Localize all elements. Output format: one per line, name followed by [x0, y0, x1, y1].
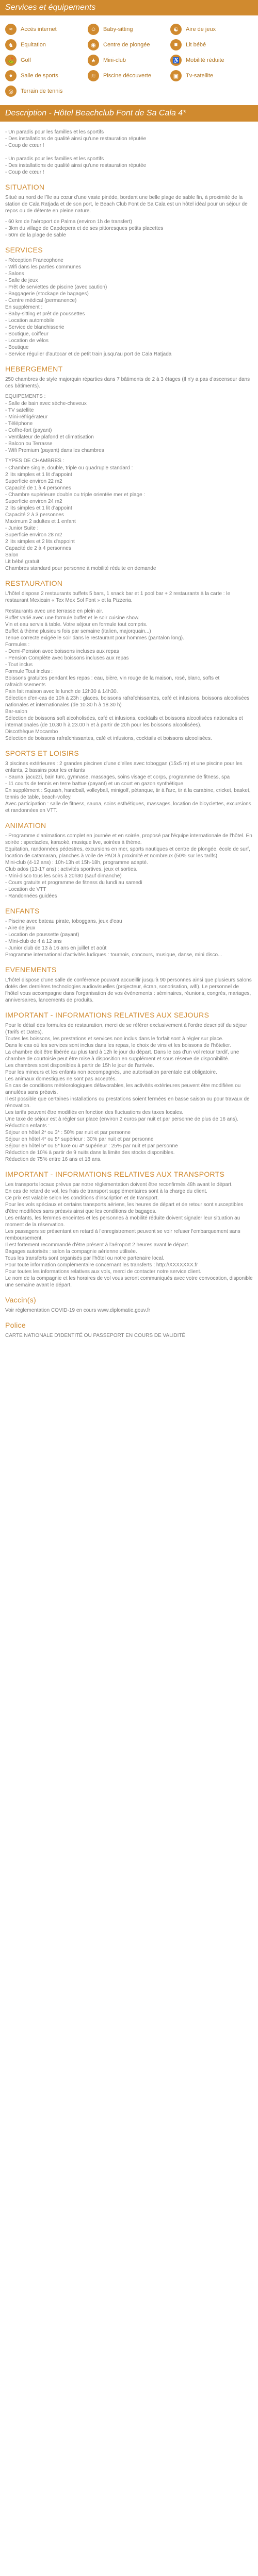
- equipment-line: - Ventilateur de plafond et climatisation: [5, 434, 94, 440]
- gym-icon: ●: [5, 70, 17, 81]
- vaccins-title: Vaccin(s): [5, 1296, 37, 1304]
- room-type-line: - Junior Suite :: [5, 526, 39, 531]
- important-transports-line: Les transports locaux prévus par notre réglementation doivent être reconfirmés 48h avant le départ.: [5, 1182, 233, 1188]
- services-line: - Centre médical (permanence): [5, 298, 77, 303]
- services-banner: Services et équipements: [0, 0, 258, 15]
- important-sejours-line: Pour les mineurs et les enfants non accompagnés, une autorisation parentale est obligatoire.: [5, 1070, 217, 1075]
- room-type-line: Chambres standard pour personne à mobilité réduite en demande: [5, 566, 156, 571]
- services-line: - Location de vélos: [5, 338, 49, 344]
- services-line: - Prêt de serviettes de piscine (avec caution): [5, 284, 107, 290]
- wheelchair-icon: ♿: [170, 55, 182, 66]
- situation-line: - 3km du village de Capdepera et de ses pittoresques petits placettes: [5, 226, 164, 231]
- important-transports-line: Les passagers se présentant en retard à l'enregistrement peuvent se voir refuser l'embarquement sans remboursement.: [5, 1229, 240, 1241]
- restauration-line: Tenue correcte exigée le soir dans le restaurant pour hommes (pantalon long).: [5, 635, 184, 641]
- crib-icon: ■: [170, 39, 182, 50]
- animation-list: [0, 833, 258, 900]
- intro-line: - Des installations de qualité ainsi qu'une restauration réputée: [5, 136, 147, 142]
- animation-line: - Mini-disco tous les soirs à 20h30 (sauf dimanche): [5, 873, 122, 879]
- animation-line: - Location de VTT: [5, 887, 46, 892]
- restauration-line: Discothèque Mocambo: [5, 729, 58, 735]
- service-item: ≋ Piscine découverte: [88, 69, 170, 82]
- equipment-line: - TV satellite: [5, 408, 34, 413]
- services-line: - Baggagerie (stockage de bagages): [5, 291, 89, 297]
- restauration-line: Vin et eau servis à table. Votre séjour en formule tout compris.: [5, 622, 148, 628]
- important-sejours-line: Séjour en hôtel 2* ou 3* : 50% par nuit et par personne: [5, 1130, 131, 1136]
- diving-icon: ◉: [88, 39, 99, 50]
- intro-line: [5, 149, 253, 156]
- restauration-line: Buffet à thème plusieurs fois par semaine (italien, majorquain...): [5, 629, 151, 634]
- service-item: ≈ Accès internet: [5, 23, 88, 36]
- room-types-title: TYPES DE CHAMBRES :: [5, 458, 64, 464]
- restauration-line: Sélection de boissons rafraîchissantes, café et infusions, cocktails et boissons alcoolisées.: [5, 736, 212, 741]
- important-transports-line: Tous les transferts sont organisés par l'hôtel ou notre partenaire local.: [5, 1256, 165, 1261]
- equipment-line: - Coffre-fort (payant): [5, 428, 52, 433]
- important-transports-line: Pour toute information complémentaire concernant les transferts : http://XXXXXXX.fr: [5, 1262, 198, 1268]
- important-transports-line: Pour toutes les informations relatives aux vols, merci de contacter notre service client.: [5, 1269, 202, 1275]
- important-sejours-line: Séjour en hôtel 4* ou 5* supérieur : 30% par nuit et par personne: [5, 1137, 154, 1142]
- equipment-line: - Salle de bain avec sèche-cheveux: [5, 401, 87, 406]
- restauration-line: - Pension Complète avec boissons incluses aux repas: [5, 655, 129, 661]
- restauration-line: Formule Tout inclus :: [5, 669, 53, 674]
- police-title: Police: [5, 1321, 26, 1329]
- situation-list: [0, 218, 258, 239]
- room-type-line: Capacité 2 à 3 personnes: [5, 512, 64, 518]
- room-type-line: Superficie environ 22 m2: [5, 479, 62, 484]
- important-sejours-line: Pour le détail des formules de restauration, merci de se référer exclusivement à l'ordre descriptif du séjour (Tarifs et Dates).: [5, 1023, 247, 1035]
- pool-icon: ≋: [88, 70, 99, 81]
- room-type-line: 2 lits simples et 2 lits d'appoint: [5, 539, 75, 545]
- service-item: ♞ Equitation: [5, 38, 88, 52]
- services-line: - Réception Francophone: [5, 258, 63, 263]
- room-type-line: Capacité de 1 à 4 personnes: [5, 485, 71, 491]
- service-item: ☺ Baby-sitting: [88, 23, 170, 36]
- description-banner: Description - Hôtel Beachclub Font de Sa Cala 4*: [0, 105, 258, 122]
- important-transports-title: IMPORTANT - INFORMATIONS RELATIVES AUX TRANSPORTS: [5, 1170, 225, 1178]
- enfants-line: - Piscine avec bateau pirate, toboggans, jeux d'eau: [5, 919, 122, 924]
- evenements-text: L'hôtel dispose d'une salle de conférence pouvant accueillir jusqu'à 90 personnes ainsi que plusieurs salons dotés des dernières technologies audiovisuelles (projecteur, écran, sonorisation, wifi). Le personnel de l'hôtel vous accompagne dans l'organisation de vos évènements : séminaires, réunions, congrès, mariages, anniversaires, lancements de produits.: [5, 977, 252, 1003]
- room-type-line: Superficie environ 28 m2: [5, 532, 62, 538]
- equipment-line: - Balcon ou Terrasse: [5, 441, 53, 447]
- services-line: - Location automobile: [5, 318, 55, 324]
- situation-line: - 60 km de l'aéroport de Palma (environ 1h de transfert): [5, 219, 132, 225]
- wifi-icon: ≈: [5, 24, 17, 35]
- important-transports-line: Il est fortement recommandé d'être présent à l'aéroport 2 heures avant le départ.: [5, 1242, 189, 1248]
- important-transports-line: Pour les vols spéciaux et certains transports aériens, les heures de départ et de retour sont susceptibles d'être modifiées sans préavis ainsi que les conditions de bagages.: [5, 1202, 244, 1214]
- important-sejours-line: Les tarifs peuvent être modifiés en fonction des fluctuations des taxes locales.: [5, 1110, 184, 1115]
- equipment-line: - Téléphone: [5, 421, 33, 427]
- room-type-line: Lit bébé gratuit: [5, 559, 40, 565]
- important-sejours-line: Réduction de 10% à partir de 9 nuits dans la limite des stocks disponibles.: [5, 1150, 175, 1156]
- animation-line: Club ados (13-17 ans) : activités sportives, jeux et sorties.: [5, 867, 138, 872]
- intro-line: - Un paradis pour les familles et les sportifs: [5, 129, 104, 135]
- enfants-title: ENFANTS: [5, 907, 40, 915]
- equipment-line: - Mini-réfrigérateur: [5, 414, 48, 420]
- important-sejours-list: [0, 1022, 258, 1163]
- miniclub-icon: ★: [88, 55, 99, 66]
- services-line: - Service régulier d'autocar et de petit train jusqu'au port de Cala Ratjada: [5, 351, 172, 357]
- service-item: ⛳ Golf: [5, 54, 88, 67]
- enfants-line: Programme international d'activités ludiques : tournois, concours, musique, danse, mini disco...: [5, 952, 222, 958]
- restauration-line: Sélection de boissons soft alcoholisées, café et infusions, cocktails et boissons alcoolisées nationales et internationales (de 10.30 h à 23.00 h et à partir de 20h pour les boissons alcoolisées).: [5, 716, 243, 728]
- enfants-line: - Junior club de 13 à 16 ans en juillet et août: [5, 945, 107, 951]
- important-sejours-line: Réduction de 75% entre 16 ans et 18 ans.: [5, 1157, 102, 1162]
- restauration-title: RESTAURATION: [5, 579, 63, 587]
- sports-line: - 11 courts de tennis en terre battue (payant) et un court en gazon synthétique: [5, 781, 184, 787]
- situation-text: Situé au nord de l'île au cœur d'une vaste pinède, bordant une belle plage de sable fin, à proximité de la station de Cala Ratjada et de son port, le Beach Club Font de Sa Cala est un hôtel idéal pour un séjour de repos ou de détente en pleine nature.: [5, 195, 248, 214]
- important-sejours-title: IMPORTANT - INFORMATIONS RELATIVES AUX SEJOURS: [5, 1011, 209, 1019]
- sports-list: [0, 760, 258, 814]
- service-item: ◎ Terrain de tennis: [5, 84, 88, 98]
- services-line: - Salons: [5, 271, 24, 277]
- restauration-list: [0, 608, 258, 742]
- important-transports-line: Le nom de la compagnie et les horaires de vol vous seront communiqués avec votre convocation, disponible une semaine avant le départ.: [5, 1276, 253, 1288]
- important-sejours-line: Réduction enfants :: [5, 1123, 50, 1129]
- important-transports-line: Ce prix est valable selon les conditions d'inscription et de transport.: [5, 1195, 159, 1201]
- room-type-line: Salon: [5, 552, 19, 558]
- room-type-line: 2 lits simples et 1 lit d'appoint: [5, 505, 72, 511]
- room-type-line: Capacité de 2 à 4 personnes: [5, 546, 71, 551]
- restauration-line: Sélection d'en-cas de 10h à 23h : glaces, boissons rafraîchissantes, café et infusions, boissons alcoolisées nationales et internationales (de 10.30 h à 18.30 h): [5, 696, 250, 708]
- important-sejours-line: Dans le cas où les services sont inclus dans les repas, le choix de vins et les boissons de l'hôtelier.: [5, 1043, 231, 1048]
- sports-line: En supplément : Squash, handball, volleyball, minigolf, pétanque, tir à l'arc, tir à la carabine, cricket, basket, tennis de table, beach-volley.: [5, 788, 251, 800]
- service-item: ◉ Centre de plongée: [88, 38, 170, 52]
- room-types-list: [0, 465, 258, 572]
- room-type-line: - Chambre supérieure double ou triple orientée mer et plage :: [5, 492, 146, 498]
- important-transports-list: [0, 1181, 258, 1289]
- playground-icon: ☯: [170, 24, 182, 35]
- services-line: - Boutique, coiffeur: [5, 331, 49, 337]
- enfants-list: [0, 918, 258, 958]
- services-line: - Wifi dans les parties communes: [5, 264, 82, 270]
- restauration-line: - Tout inclus: [5, 662, 33, 668]
- intro-line: - Coup de cœur !: [5, 170, 44, 175]
- services-title: SERVICES: [5, 246, 43, 254]
- enfants-line: - Location de poussette (payant): [5, 932, 79, 938]
- important-sejours-line: Il est possible que certaines installations ou prestations soient fermées en basse saison ou pour travaux de rénovation.: [5, 1096, 250, 1109]
- restauration-line: Buffet varié avec une formule buffet et le soir cuisine show.: [5, 615, 140, 621]
- restauration-line: Restaurants avec une terrasse en plein air.: [5, 608, 104, 614]
- important-sejours-line: Les animaux domestiques ne sont pas acceptés.: [5, 1076, 117, 1082]
- hebergement-intro: 250 chambres de style majorquin réparties dans 7 bâtiments de 2 à 3 étages (Il n'y a pas d'ascenseur dans ces bâtiments).: [5, 377, 250, 389]
- room-type-line: 2 lits simples et 1 lit d'appoint: [5, 472, 72, 478]
- important-sejours-line: Séjour en hôtel 5* ou 5* luxe ou 4* supérieur : 25% par nuit et par personne: [5, 1143, 178, 1149]
- sports-line: Avec participation : salle de fitness, sauna, soins esthétiques, massages, location de bicyclettes, excursions et randonnées en VTT.: [5, 801, 251, 814]
- tennis-icon: ◎: [5, 86, 17, 97]
- service-item: ♿ Mobilité réduite: [170, 54, 253, 67]
- situation-line: - 50m de la plage de sable: [5, 232, 66, 238]
- police-text: CARTE NATIONALE D'IDENTITÉ OU PASSEPORT EN COURS DE VALIDITÉ: [5, 1333, 186, 1338]
- golf-icon: ⛳: [5, 55, 17, 66]
- enfants-line: - Mini-club de 4 à 12 ans: [5, 939, 62, 944]
- services-line: - Baby-sitting et prêt de poussettes: [5, 311, 85, 317]
- restauration-line: Formules :: [5, 642, 30, 648]
- service-item: ★ Mini-club: [88, 54, 170, 67]
- restauration-intro: L'hôtel dispose 2 restaurants buffets 5 bars, 1 snack bar et 1 pool bar + 2 restaurants à la carte : le restaurant Mexicain « Tex Mex Sol Font » et la Pizzeria.: [5, 591, 231, 603]
- important-sejours-line: Une taxe de séjour est à régler sur place (environ 2 euros par nuit et par personne de plus de 16 ans).: [5, 1116, 238, 1122]
- animation-line: Mini-club (4-12 ans) : 10h-13h et 15h-18h, programme adapté.: [5, 860, 148, 866]
- important-transports-line: Bagages autorisés : selon la compagnie aérienne utilisée.: [5, 1249, 137, 1255]
- hebergement-title: HEBERGEMENT: [5, 365, 63, 373]
- animation-line: - Randonnées guidées: [5, 893, 57, 899]
- intro-line: - Des installations de qualité ainsi qu'une restauration réputée: [5, 163, 147, 168]
- vaccins-text: Voir réglementation COVID-19 en cours www.diplomatie.gouv.fr: [5, 1308, 151, 1313]
- restauration-line: Pain fait maison avec le lunch de 12h30 à 14h30.: [5, 689, 118, 694]
- room-type-line: Maximum 2 adultes et 1 enfant: [5, 519, 76, 524]
- service-item: ● Salle de sports: [5, 69, 88, 82]
- animation-line: - Cours gratuits et programme de fitness du lundi au samedi: [5, 880, 142, 886]
- intro-list: [0, 129, 258, 176]
- important-sejours-line: Toutes les boissons, les prestations et services non inclus dans le forfait sont à régler sur place.: [5, 1036, 223, 1042]
- services-grid: [0, 23, 258, 105]
- sports-line: - Sauna, jacuzzi, bain turc, gymnase, massages, soins visage et corps, programme de fitness, spa: [5, 774, 230, 780]
- important-sejours-line: La chambre doit être libérée au plus tard à 12h le jour du départ. Dans le cas d'un vol retour tardif, une chambre de courtoisie peut être mise à disposition en supplément et sous réserve de disponibilité.: [5, 1049, 239, 1062]
- intro-line: - Coup de cœur !: [5, 143, 44, 148]
- equipments-list: [0, 400, 258, 454]
- animation-line: - Programme d'animations complet en journée et en soirée, proposé par l'équipe internationale de l'hôtel. En soirée : spectacles, karaoké, musique live, soirées à thème.: [5, 833, 252, 845]
- horse-icon: ♞: [5, 39, 17, 50]
- important-transports-line: Les enfants, les femmes enceintes et les personnes à mobilité réduite doivent signaler leur situation au moment de la réservation.: [5, 1215, 240, 1228]
- services-line: - Service de blanchisserie: [5, 325, 64, 330]
- animation-title: ANIMATION: [5, 821, 46, 829]
- services-list: [0, 257, 258, 358]
- room-type-line: Superficie environ 24 m2: [5, 499, 62, 504]
- tv-icon: ▣: [170, 70, 182, 81]
- important-sejours-line: Les chambres sont disponibles à partir de 15h le jour de l'arrivée.: [5, 1063, 154, 1069]
- important-sejours-line: En cas de conditions météorologiques défavorables, les activités extérieures peuvent être modifiées ou annulées sans préavis.: [5, 1083, 241, 1095]
- restauration-line: Boissons gratuites pendant les repas : eau, bière, vin rouge de la maison, rosé, blanc, softs et rafraichissements: [5, 675, 220, 688]
- equipments-title: EQUIPEMENTS :: [5, 394, 46, 399]
- services-line: En supplément :: [5, 304, 43, 310]
- situation-title: SITUATION: [5, 183, 45, 191]
- enfants-line: - Aire de jeux: [5, 925, 36, 931]
- room-type-line: - Chambre single, double, triple ou quadruple standard :: [5, 465, 133, 471]
- evenements-title: EVENEMENTS: [5, 965, 57, 974]
- service-item: ☯ Aire de jeux: [170, 23, 253, 36]
- equipment-line: - Wifi Premium (payant) dans les chambres: [5, 448, 104, 453]
- important-transports-line: En cas de retard de vol, les frais de transport supplémentaires sont à la charge du client.: [5, 1189, 207, 1194]
- service-item: ■ Lit bébé: [170, 38, 253, 52]
- services-line: - Boutique: [5, 345, 29, 350]
- restauration-line: Bar-salon: [5, 709, 27, 715]
- babysitting-icon: ☺: [88, 24, 99, 35]
- sports-title: SPORTS ET LOISIRS: [5, 749, 79, 757]
- services-line: - Salle de jeux: [5, 278, 38, 283]
- sports-line: 3 piscines extérieures : 2 grandes piscines d'une d'elles avec toboggan (15x5 m) et une piscine pour les enfants, 2 bassins pour les enfants: [5, 761, 243, 773]
- service-item: ▣ Tv-satellite: [170, 69, 253, 82]
- intro-line: - Un paradis pour les familles et les sportifs: [5, 156, 104, 162]
- animation-line: Equitation, randonnées pédestres, excursions en mer, sports nautiques et centre de plongée, école de surf, location de catamaran, planches à voile de PADI à proximité et nombreux (50% sur les tarifs).: [5, 846, 250, 859]
- restauration-line: - Demi-Pension avec boissons incluses aux repas: [5, 649, 119, 654]
